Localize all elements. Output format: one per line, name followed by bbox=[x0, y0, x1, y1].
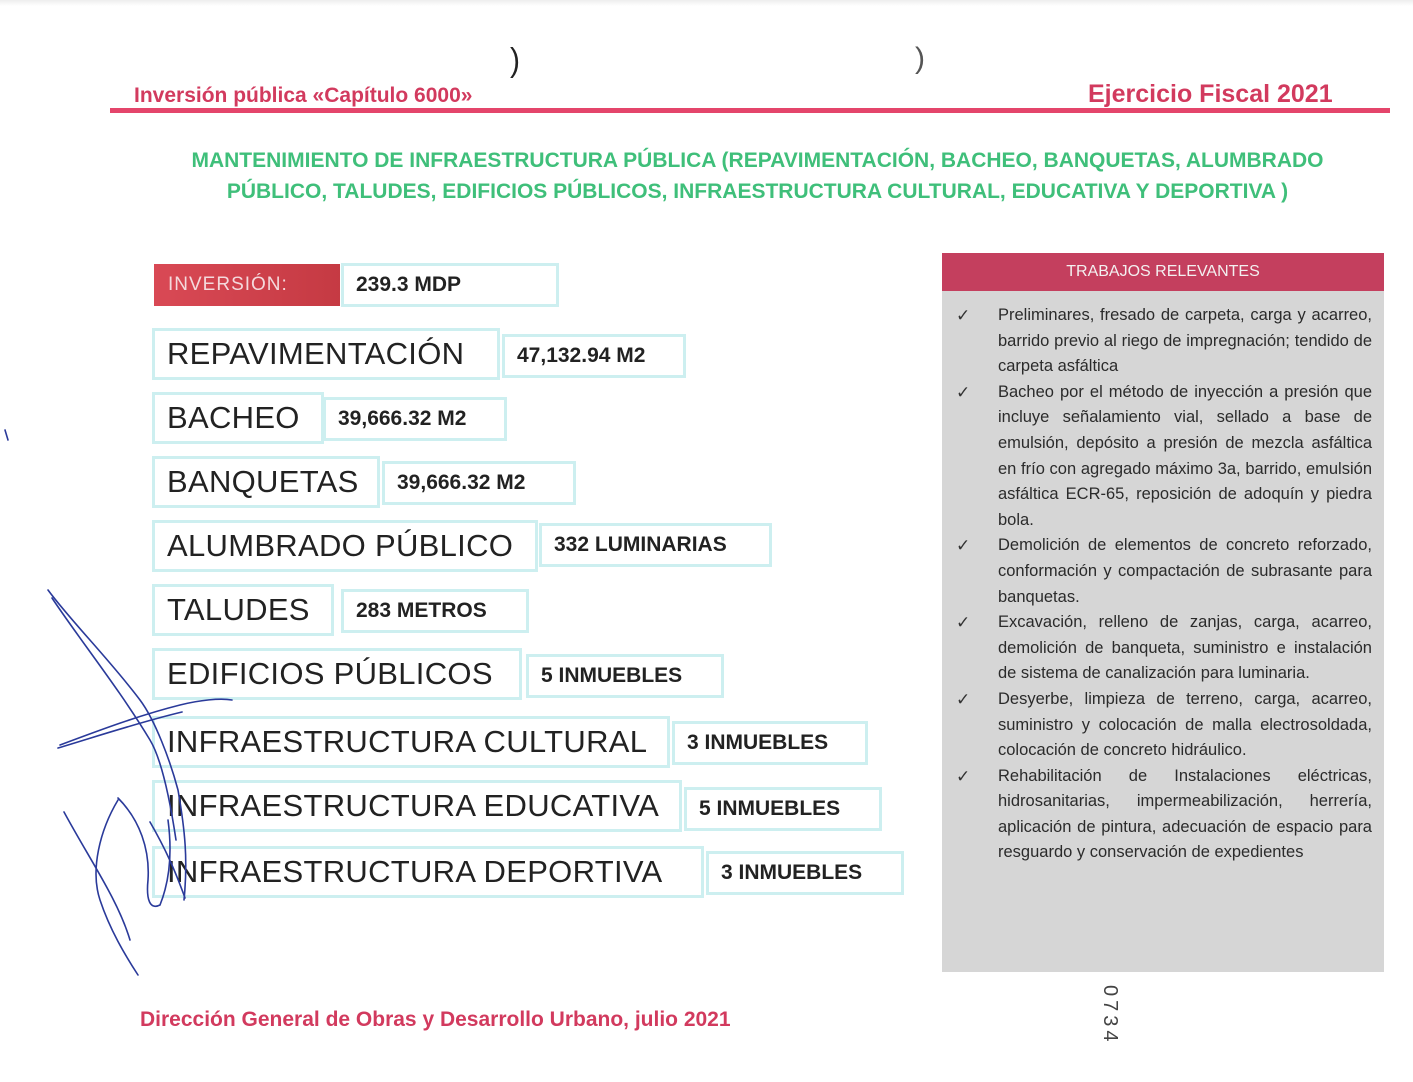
category-label: BACHEO bbox=[152, 392, 324, 444]
panel-title: TRABAJOS RELEVANTES bbox=[942, 253, 1384, 291]
category-label: INFRAESTRUCTURA EDUCATIVA bbox=[152, 780, 682, 832]
checkmark-icon: ✓ bbox=[956, 689, 971, 709]
page-title: MANTENIMIENTO DE INFRAESTRUCTURA PÚBLICA (REPAVIMENTACIÓN, BACHEO, BANQUETAS, ALUMBRADO PÚBLICO, TALUDES, EDIFICIOS PÚBLICOS, INFRAESTRUCTURA CULTURAL, EDUCATIVA Y DEPORTIVA ) bbox=[191, 149, 1324, 203]
investment-label: INVERSIÓN: bbox=[154, 264, 340, 306]
punch-hole-mark-left: ) bbox=[510, 42, 520, 79]
list-item-text: Rehabilitación de Instalaciones eléctricas, hidrosanitarias, impermeabilización, herrería, aplicación de pintura, adecuación de espacio para resguardo y conservación de expedientes bbox=[998, 766, 1372, 862]
category-value: 332 LUMINARIAS bbox=[539, 523, 772, 567]
category-value: 47,132.94 M2 bbox=[502, 334, 686, 378]
category-value: 3 INMUEBLES bbox=[672, 721, 868, 765]
category-value: 3 INMUEBLES bbox=[706, 851, 904, 895]
list-item bbox=[952, 380, 1372, 534]
category-label: TALUDES bbox=[152, 584, 334, 636]
list-item bbox=[952, 533, 1372, 610]
category-value: 39,666.32 M2 bbox=[382, 461, 576, 505]
category-value: 5 INMUEBLES bbox=[526, 654, 724, 698]
category-label: INFRAESTRUCTURA CULTURAL bbox=[152, 716, 670, 768]
category-label: BANQUETAS bbox=[152, 456, 380, 508]
investment-value: 239.3 MDP bbox=[341, 263, 559, 307]
category-value: 283 METROS bbox=[341, 589, 529, 633]
checkmark-icon: ✓ bbox=[956, 536, 971, 556]
list-item bbox=[952, 764, 1372, 866]
header-left-title: Inversión pública «Capítulo 6000» bbox=[134, 84, 473, 107]
list-item bbox=[952, 303, 1372, 380]
relevant-works-panel bbox=[942, 291, 1384, 972]
list-item-text: Preliminares, fresado de carpeta, carga y acarreo, barrido previo al riego de impregnación; tendido de carpeta asfáltica bbox=[998, 306, 1372, 376]
list-item-text: Excavación, relleno de zanjas, carga, acarreo, demolición de banqueta, suministro e instalación de sistema de canalización para luminaria. bbox=[998, 613, 1372, 683]
list-item bbox=[952, 687, 1372, 764]
checkmark-icon: ✓ bbox=[956, 306, 971, 325]
checkmark-icon: ✓ bbox=[956, 382, 971, 402]
list-item-text: Bacheo por el método de inyección a presión que incluye señalamiento vial, sellado a base de emulsión, depósito a presión de mezcla asfáltica en frío con agregado máximo 3a, barrido, emulsión asfáltica ECR-65, reposición de adoquín y piedra bola. bbox=[998, 382, 1372, 529]
checkmark-icon: ✓ bbox=[956, 766, 971, 786]
checkmark-icon: ✓ bbox=[956, 613, 971, 633]
category-label: INFRAESTRUCTURA DEPORTIVA bbox=[152, 846, 704, 898]
category-value: 5 INMUEBLES bbox=[684, 787, 882, 831]
category-value: 39,666.32 M2 bbox=[323, 397, 507, 441]
page-stamp-number: 0734 bbox=[1099, 985, 1121, 1046]
header-divider bbox=[110, 108, 1390, 113]
list-item bbox=[952, 610, 1372, 687]
punch-hole-mark-right: ) bbox=[915, 42, 925, 75]
category-label: ALUMBRADO PÚBLICO bbox=[152, 520, 538, 572]
category-label: EDIFICIOS PÚBLICOS bbox=[152, 648, 522, 700]
category-label: REPAVIMENTACIÓN bbox=[152, 328, 500, 380]
footer-text: Dirección General de Obras y Desarrollo Urbano, julio 2021 bbox=[140, 1008, 731, 1031]
header-right-title: Ejercicio Fiscal 2021 bbox=[1088, 80, 1333, 108]
list-item-text: Desyerbe, limpieza de terreno, carga, acarreo, suministro y colocación de malla electrosoldada, colocación de concreto hidráulico. bbox=[998, 689, 1372, 760]
page-top-edge bbox=[0, 0, 1413, 6]
list-item-text: Demolición de elementos de concreto reforzado, conformación y compactación de subrasante para banquetas. bbox=[998, 536, 1372, 606]
